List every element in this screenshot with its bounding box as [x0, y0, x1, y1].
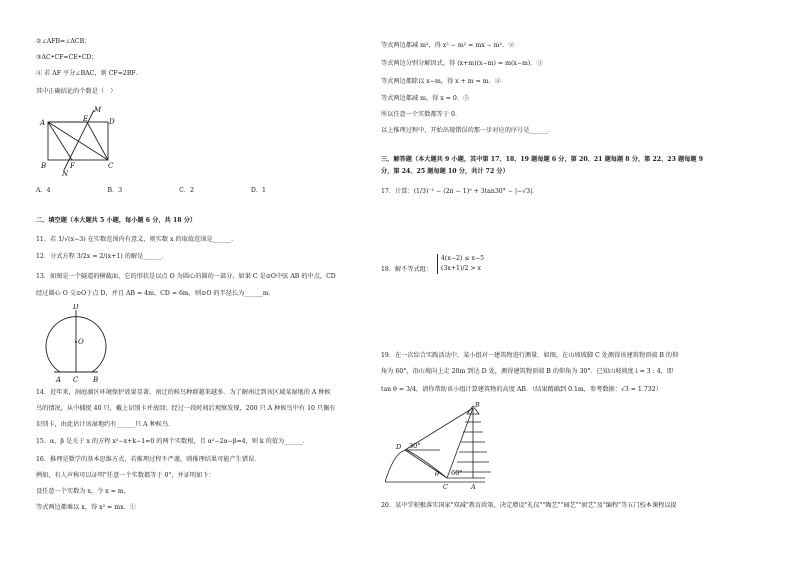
inequality-2: (3x+1)/2 > x	[441, 265, 482, 272]
question-20: 20．某中学积极落实国家"双减"教育政策，决定增设"礼仪""陶艺""园艺""厨艺"及"编程"等五门校本课程以提	[381, 502, 677, 509]
question-16-line-2: 例如，有人声称可以证明"任意一个实数都等于 0"，并证明如下：	[36, 472, 215, 479]
choice-d[interactable]: D．1	[250, 187, 266, 194]
inequality-1: 4(x−2) ≤ x−5	[441, 255, 485, 262]
question-11: 11．若 1/√(x−3) 在实数范围内有意义，则实数 x 的取值范围是______．	[36, 236, 238, 243]
option-4: ④ 若 AF 平分∠BAC，则 CF=2BF．	[36, 70, 142, 77]
label-b: B	[93, 376, 99, 384]
label-c: C	[443, 483, 448, 490]
proof-step-3: 等式两边分别分解因式，得 (x+m)(x−m) = m(x−m)．③	[381, 60, 543, 67]
question-17: 17．计算：(1/3)⁻¹ − (2π − 1)⁰ + 3tan30° − |−√3|．	[381, 188, 539, 195]
question-14-line-3: 识别卡，由此估计该湿地约有______只 A 种候鸟．	[36, 421, 175, 428]
question-19-line-3: tan θ = 3/4，请你帮助该小组计算建筑物的高度 AB．（结果精确到 0.1m，参考数据：√3 ≈ 1.732）	[381, 386, 662, 393]
question-count-prompt: 其中正确结论的个数是（ ）	[36, 88, 117, 95]
label-n: N	[62, 170, 69, 176]
label-m: M	[94, 106, 102, 114]
question-16-line-1: 16．推理是数学的基本思维方式、若推理过程不严谨，则推理结果可能产生错误．	[36, 456, 261, 463]
label-c: C	[73, 376, 79, 384]
angle-theta: θ	[435, 470, 439, 478]
choice-a[interactable]: A．4	[36, 187, 51, 194]
option-2: ②∠AFB=∠ACB；	[36, 38, 91, 45]
angle-60: 60°	[451, 469, 463, 477]
question-13-line-2: 经过圆心 O 交⊙O于点 D，并且 AB = 4m，CD = 6m，则⊙O 的半径长为______m．	[36, 290, 275, 297]
angle-30: 30°	[409, 442, 421, 450]
choices-row	[36, 187, 266, 195]
section-3-heading-line-2: 分，第 24、25 题每题 10 分，共计 72 分）	[381, 168, 509, 175]
question-19-line-1: 19．在一次综合实践活动中，某小组对一建筑物进行测量．如图，在山坡坡脚 C 处测得该建筑物顶端 B 的仰	[381, 352, 679, 359]
label-b: B	[41, 162, 47, 170]
question-12: 12．分式方程 3/2x = 2/(x+1) 的解是______．	[36, 253, 169, 260]
proof-question: 以上推理过程中，开始出现错误的那一步对应的序号是______．	[381, 127, 555, 134]
question-13-line-1: 13．如图是一个隧道的横截面，它的形状是以点 O 为圆心的圆的一部分，如果 C 是⊙O中弦 AB 的中点，CD	[36, 273, 336, 280]
label-e: E	[83, 115, 89, 123]
label-c: C	[108, 162, 114, 170]
proof-step-2: 等式两边都减 m²，得 x² − m² = mx − m²．②	[381, 42, 515, 49]
label-f: F	[70, 162, 75, 170]
section-2-heading: 二、填空题（本大题共 5 小题，每小题 6 分，共 18 分）	[36, 217, 197, 224]
label-a: A	[56, 376, 62, 384]
proof-step-5: 等式两边都减 m，得 x = 0．⑤	[381, 95, 470, 102]
proof-conclusion: 所以任意一个实数都等于 0．	[381, 111, 462, 118]
building-slope-figure	[385, 400, 503, 490]
choice-b[interactable]: B．3	[107, 187, 123, 194]
label-o: O	[78, 338, 84, 346]
question-16-line-3: 设任意一个实数为 x，令 x = m，	[36, 488, 130, 495]
question-15: 15．α、β 是关于 x 的方程 x²−x+k−1=0 的两个实数根，且 α²−2α−β=4，则 k 的值为______．	[36, 438, 309, 445]
inequality-system	[437, 254, 484, 274]
option-3: ③AC•CF=CE•CD；	[36, 54, 98, 61]
question-16-line-4: 等式两边都乘以 x，得 x² = mx．①	[36, 504, 136, 511]
rectangle-figure	[38, 104, 124, 176]
question-19-line-2: 角为 60°，沿山坡向上走 20m 到达 D 处，测得建筑物顶端 B 的仰角为 30°．已知山坡坡度 i = 3 : 4，即	[381, 368, 674, 375]
label-d: D	[109, 118, 115, 126]
label-a: A	[40, 119, 46, 127]
section-3-heading-line-1: 三、解答题（本大题共 9 小题，其中第 17、18、19 题每题 6 分，第 20、21 题每题 8 分，第 22、23 题每题 9	[381, 156, 704, 163]
question-18-label: 18．解不等式组：	[381, 266, 433, 273]
label-a: A	[471, 483, 476, 490]
question-14-line-1: 14．近年来，洞庭湖区环境保护效果显著，南迁的候鸟种群越来越多．为了解南迁到该区域某湿地的 A 种候	[36, 389, 331, 396]
label-b: B	[475, 401, 480, 409]
tunnel-circle-figure	[40, 304, 110, 386]
choice-c[interactable]: C．2	[179, 187, 194, 194]
question-14-line-2: 鸟的情况，从中捕捉 40 只，戴上识别卡并放回；经过一段时间后观察发现，200 只 A 种候鸟中有 10 只佩有	[36, 405, 336, 412]
label-d: D	[73, 304, 79, 311]
proof-step-4: 等式两边都除以 x−m，得 x + m = m．④	[381, 78, 501, 85]
label-d: D	[396, 443, 402, 451]
